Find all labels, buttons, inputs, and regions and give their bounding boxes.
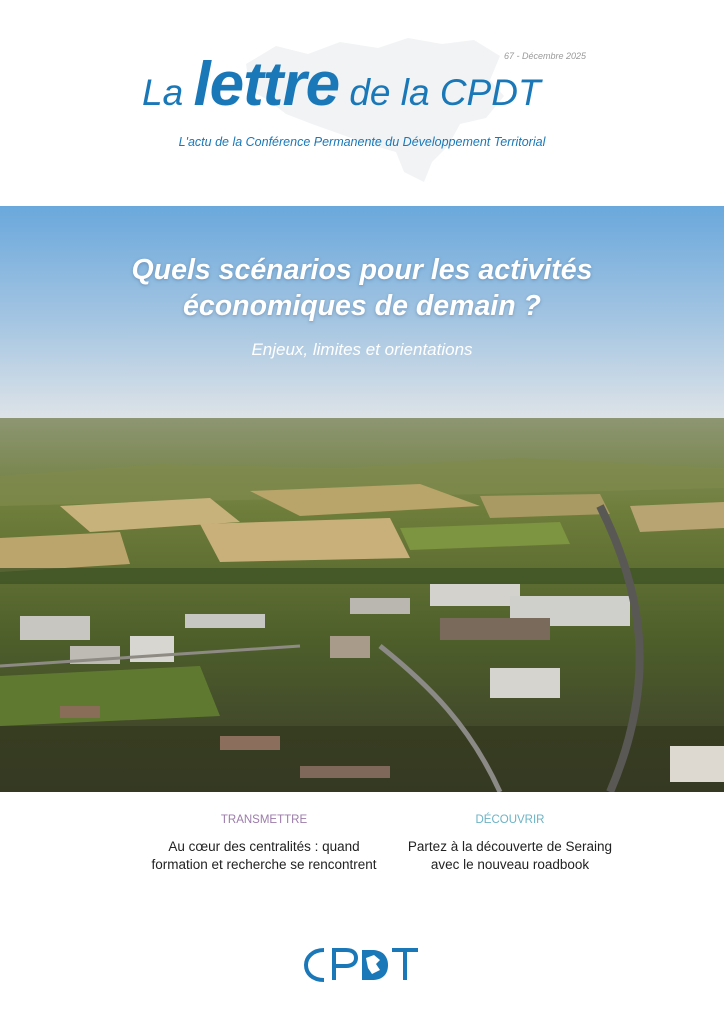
cpdt-logo	[302, 944, 422, 986]
teaser-decouvrir[interactable]	[360, 814, 660, 874]
teaser-line: avec le nouveau roadbook	[430, 857, 590, 872]
publication-title	[142, 50, 541, 119]
title-emphasis: lettre	[193, 50, 340, 119]
cover-subheadline: Enjeux, limites et orientations	[251, 340, 473, 359]
teaser-rubric: DÉCOUVRIR	[475, 814, 545, 826]
teaser-rubric: TRANSMETTRE	[220, 814, 308, 826]
title-suffix: de la CPDT	[339, 72, 541, 113]
masthead	[0, 0, 724, 206]
teaser-text	[360, 838, 660, 874]
issue-number: 67 - Décembre 2025	[503, 51, 586, 61]
teaser-line: formation et recherche se rencontrent	[151, 857, 377, 872]
cover-headline	[0, 252, 724, 324]
hero-photo	[0, 206, 724, 792]
cover-headline-line1: Quels scénarios pour les activités	[131, 254, 593, 286]
teaser-line: Partez à la découverte de Seraing	[407, 839, 613, 854]
title-prefix: La	[142, 72, 194, 113]
teaser-line: Au cœur des centralités : quand	[168, 839, 360, 854]
cover-headline-line2: économiques de demain ?	[183, 290, 541, 322]
publication-subtitle: L'actu de la Conférence Permanente du Développement Territorial	[178, 135, 546, 149]
